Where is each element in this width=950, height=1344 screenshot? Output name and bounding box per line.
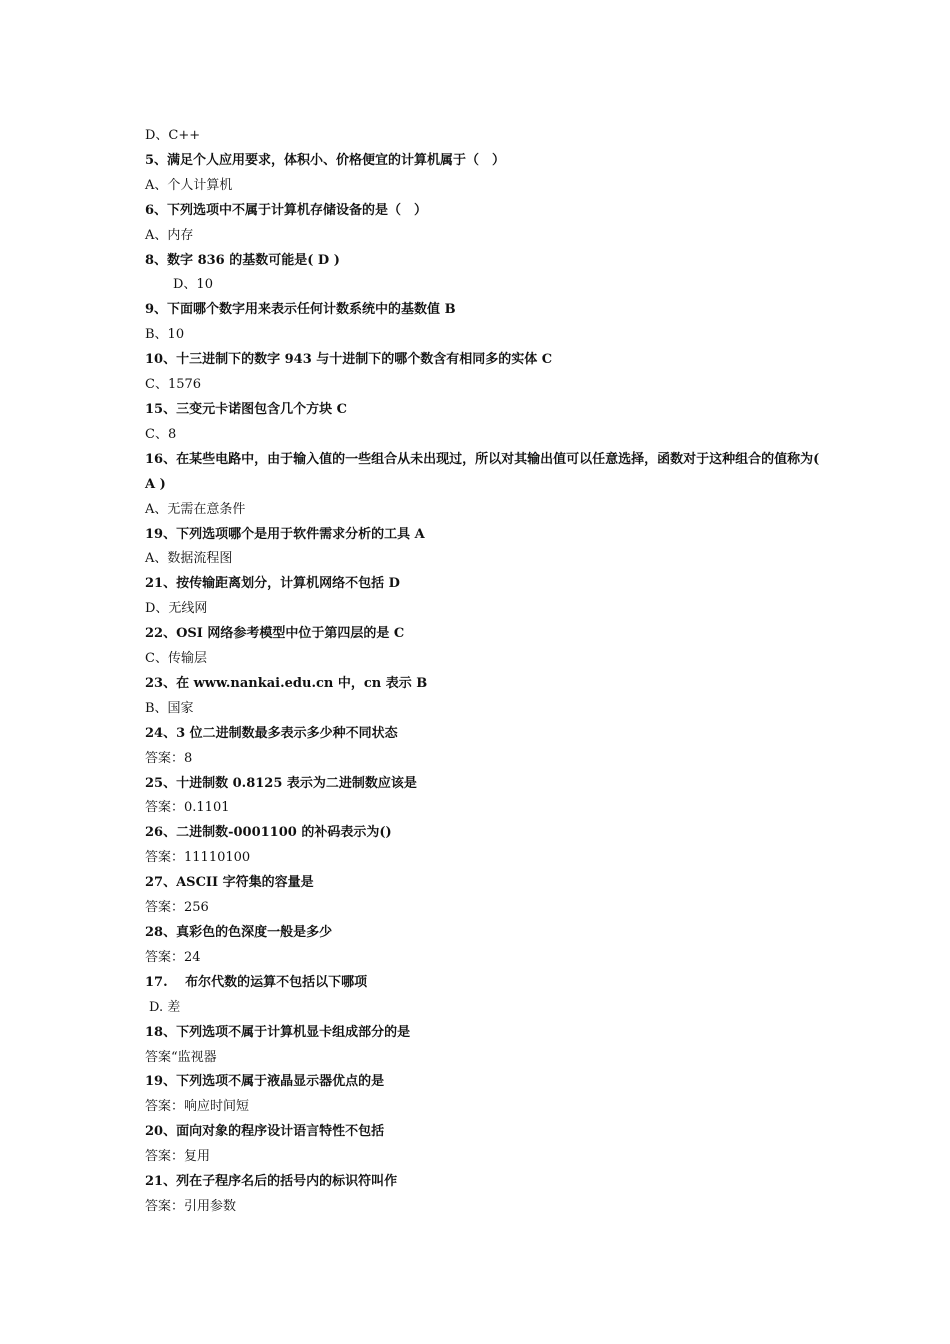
question-text: 9、下面哪个数字用来表示任何计数系统中的基数值 B	[145, 302, 456, 318]
question-text: 16、在某些电路中，由于输入值的一些组合从未出现过，所以对其输出值可以任意选择，函数对于这种组合的值称为( A )	[145, 451, 820, 492]
answer-text: A、数据流程图	[145, 551, 233, 567]
question-text: 23、在 www.nankai.edu.cn 中，cn 表示 B	[145, 675, 428, 691]
question-text: 15、三变元卡诺图包含几个方块 C	[145, 401, 347, 417]
answer-text: C、8	[145, 426, 177, 442]
question-text: 10、十三进制下的数字 943 与十进制下的哪个数含有相同多的实体 C	[145, 352, 553, 368]
answer-text: D、10	[173, 277, 213, 293]
question-text: 17. 布尔代数的运算不包括以下哪项	[145, 974, 368, 990]
answer-text: D、C++	[145, 128, 201, 143]
question-text: 21、列在子程序名后的括号内的标识符叫作	[145, 1174, 398, 1190]
answer-text: 答案：24	[145, 949, 201, 965]
question-text: 24、3 位二进制数最多表示多少种不同状态	[145, 725, 398, 741]
question-text: 19、下列选项不属于液晶显示器优点的是	[145, 1074, 385, 1090]
question-text: 22、OSI 网络参考模型中位于第四层的是 C	[145, 626, 405, 642]
question-text: 25、十进制数 0.8125 表示为二进制数应该是	[145, 775, 417, 791]
answer-text: B、10	[145, 327, 185, 343]
question-text: 27、ASCII 字符集的容量是	[145, 875, 314, 891]
answer-text: 答案“监视器	[145, 1049, 217, 1065]
answer-text: D、无线网	[145, 601, 208, 617]
answer-text: B、国家	[145, 700, 194, 716]
question-text: 8、数字 836 的基数可能是( D )	[145, 252, 340, 268]
question-text: 28、真彩色的色深度一般是多少	[145, 925, 333, 940]
answer-text: 答案：引用参数	[145, 1198, 237, 1214]
answer-text: 答案：复用	[145, 1149, 211, 1165]
answer-text: 答案：8	[145, 750, 193, 766]
answer-text: A、个人计算机	[145, 177, 233, 193]
question-text: 20、面向对象的程序设计语言特性不包括	[145, 1124, 385, 1140]
answer-text: A、内存	[145, 227, 194, 243]
answer-text: C、1576	[145, 377, 202, 393]
question-list	[145, 124, 825, 1220]
answer-text: D. 差	[149, 999, 181, 1015]
question-text: 21、按传输距离划分，计算机网络不包括 D	[145, 576, 400, 592]
question-text: 5、满足个人应用要求，体积小、价格便宜的计算机属于（ ）	[145, 152, 506, 168]
answer-text: C、传输层	[145, 651, 207, 667]
question-text: 6、下列选项中不属于计算机存储设备的是（ ）	[145, 202, 428, 218]
answer-text: 答案：11110100	[145, 850, 251, 866]
answer-text: 答案：响应时间短	[145, 1099, 250, 1115]
answer-text: A、无需在意条件	[145, 501, 246, 517]
answer-text: 答案：256	[145, 900, 209, 916]
question-text: 18、下列选项不属于计算机显卡组成部分的是	[145, 1024, 411, 1040]
question-text: 19、下列选项哪个是用于软件需求分析的工具 A	[145, 526, 425, 542]
answer-text: 答案：0.1101	[145, 800, 230, 816]
question-text: 26、二进制数-0001100 的补码表示为()	[145, 825, 392, 841]
